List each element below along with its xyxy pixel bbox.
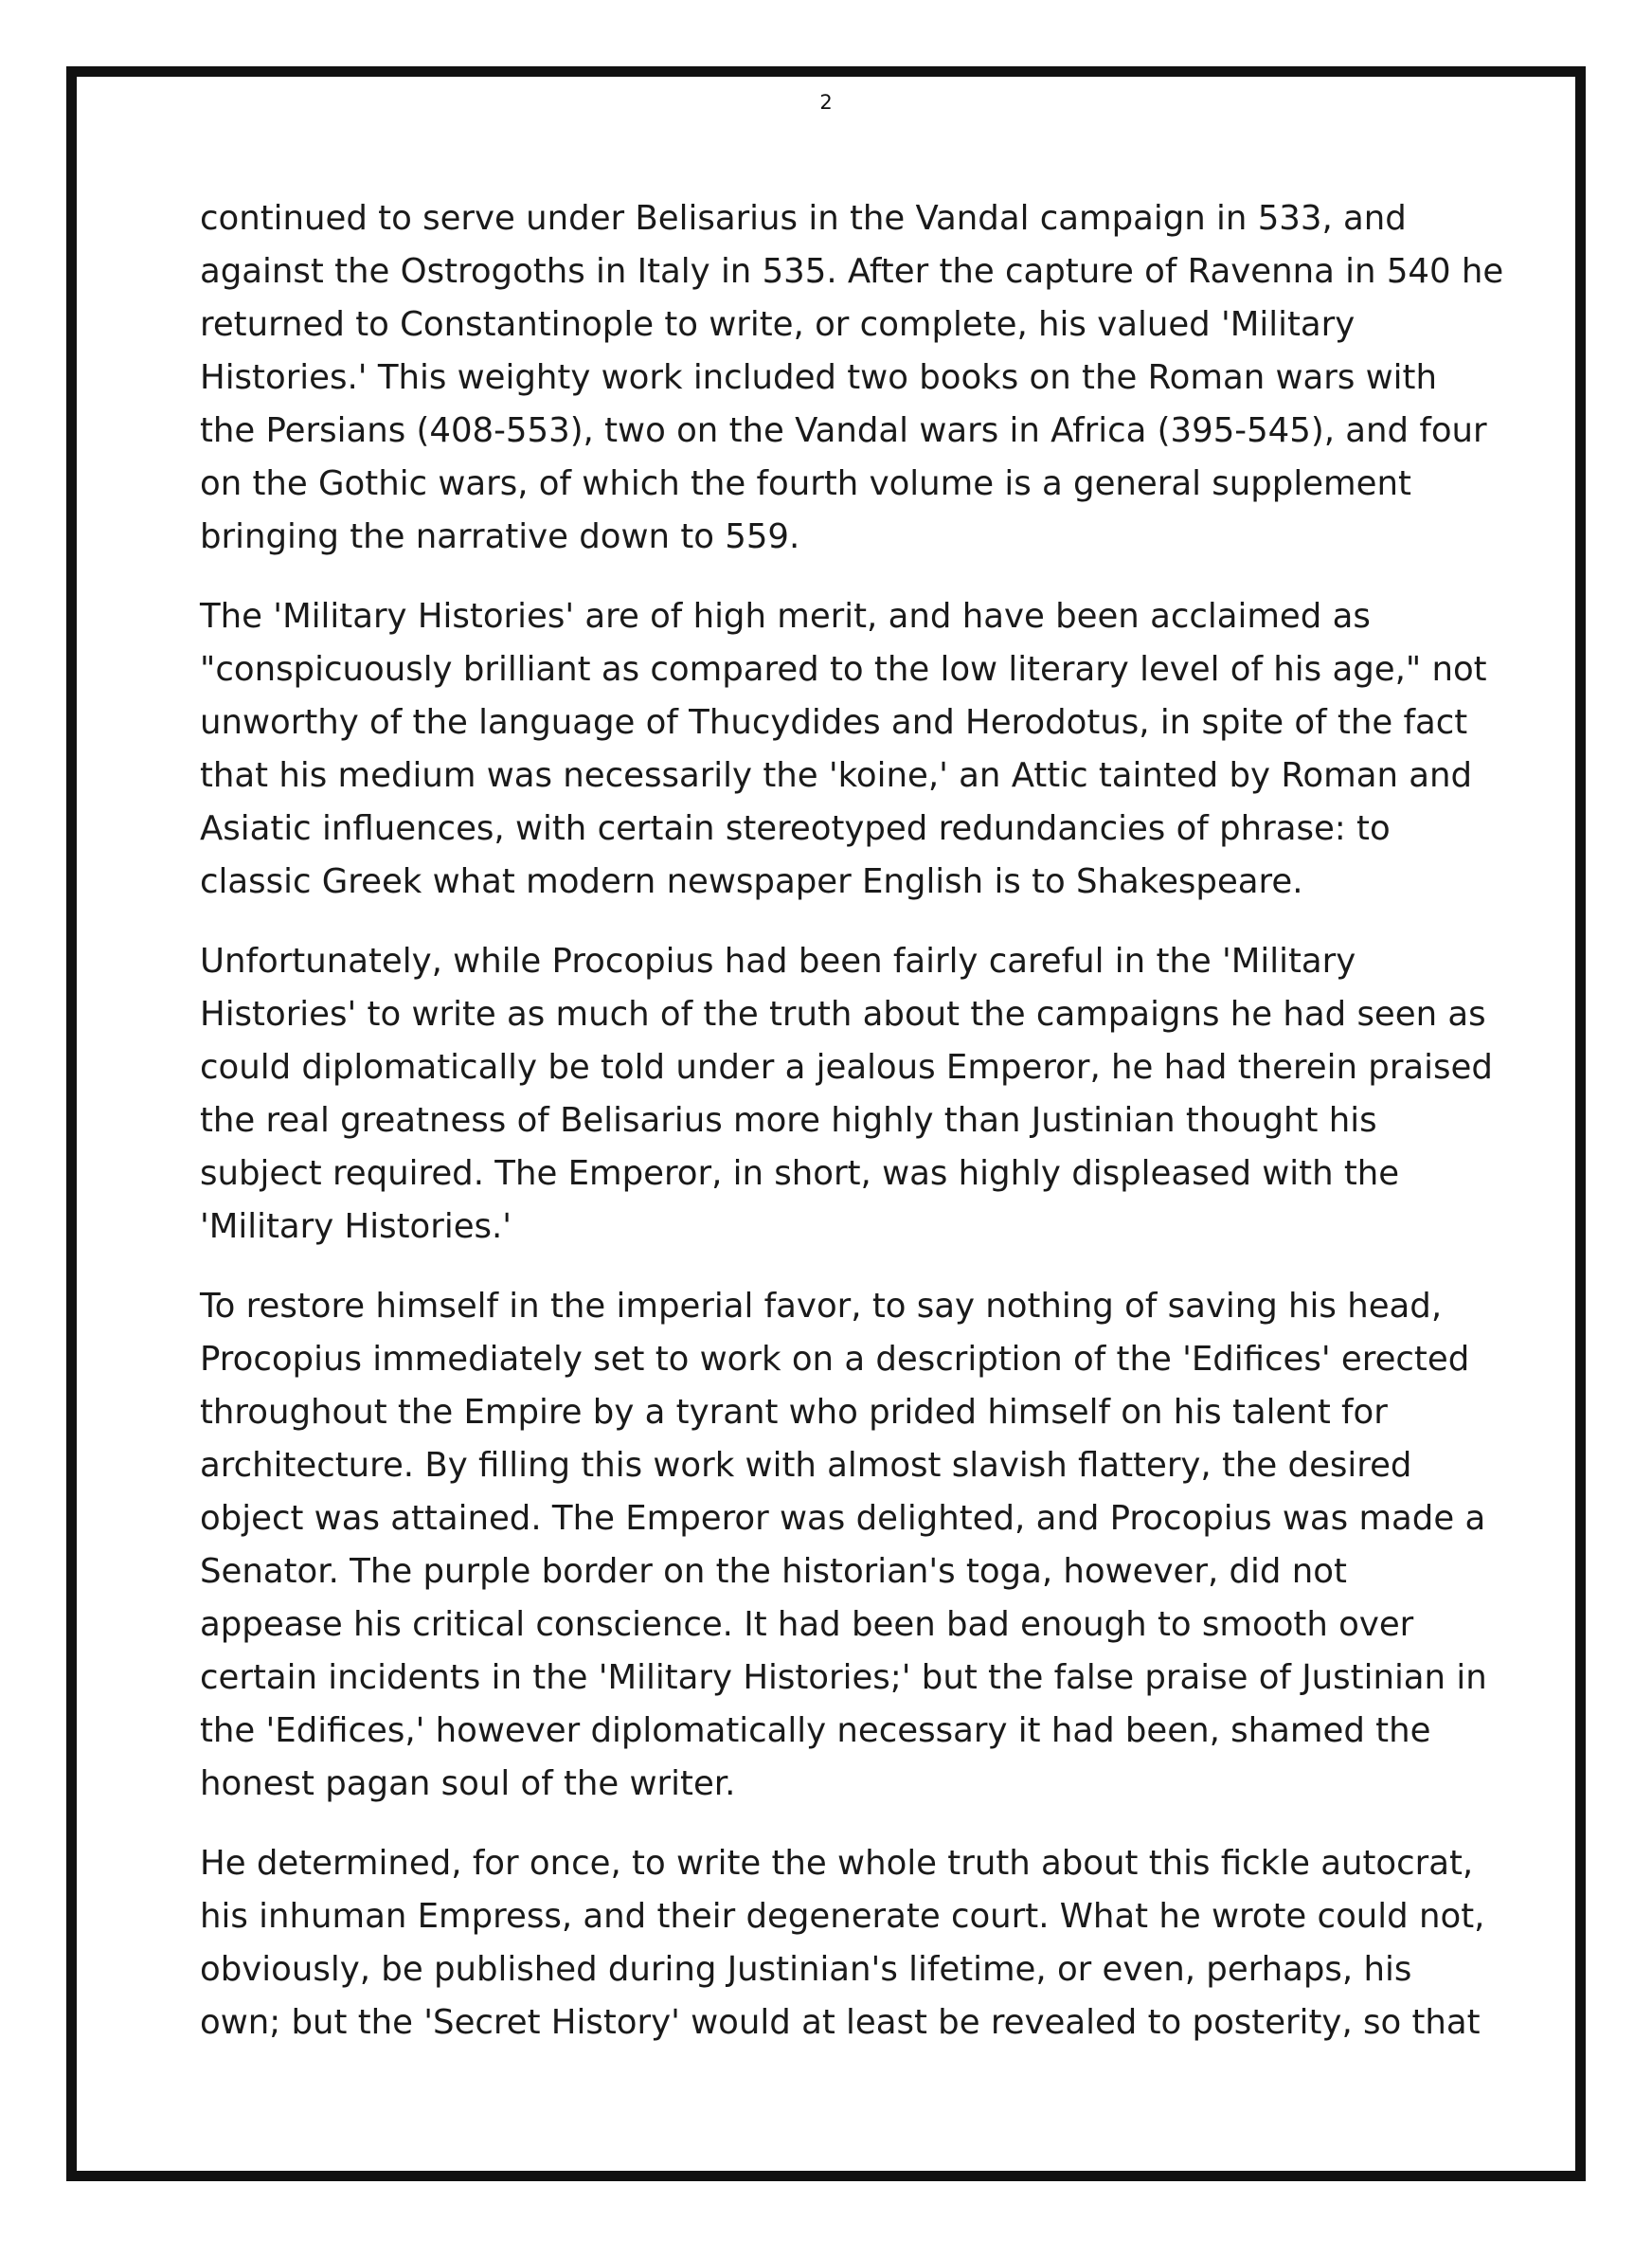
text-line: To restore himself in the imperial favor, to say nothing of saving his head, xyxy=(200,1287,1443,1326)
text-line: his inhuman Empress, and their degenerate court. What he wrote could not, xyxy=(200,1897,1485,1936)
text-line: continued to serve under Belisarius in the Vandal campaign in 533, and xyxy=(200,199,1407,238)
text-line: The 'Military Histories' are of high merit, and have been acclaimed as xyxy=(200,597,1371,636)
text-line: throughout the Empire by a tyrant who prided himself on his talent for xyxy=(200,1393,1388,1432)
text-line: could diplomatically be told under a jealous Emperor, he had therein praised xyxy=(200,1048,1493,1087)
text-line: obviously, be published during Justinian's lifetime, or even, perhaps, his xyxy=(200,1950,1412,1989)
text-line: object was attained. The Emperor was delighted, and Procopius was made a xyxy=(200,1499,1486,1538)
text-line: architecture. By filling this work with almost slavish flattery, the desired xyxy=(200,1446,1412,1485)
text-line: Senator. The purple border on the historian's toga, however, did not xyxy=(200,1552,1347,1591)
paragraph xyxy=(200,590,1487,909)
text-line: Histories' to write as much of the truth about the campaigns he had seen as xyxy=(200,995,1486,1034)
text-line: that his medium was necessarily the 'koine,' an Attic tainted by Roman and xyxy=(200,756,1473,795)
text-line: the 'Edifices,' however diplomatically necessary it had been, shamed the xyxy=(200,1711,1431,1750)
text-line: classic Greek what modern newspaper English is to Shakespeare. xyxy=(200,862,1303,901)
text-line: 'Military Histories.' xyxy=(200,1207,512,1246)
text-line: Unfortunately, while Procopius had been fairly careful in the 'Military xyxy=(200,942,1356,981)
text-line: own; but the 'Secret History' would at least be revealed to posterity, so that xyxy=(200,2003,1481,2042)
text-line: on the Gothic wars, of which the fourth volume is a general supplement xyxy=(200,464,1411,503)
text-line: subject required. The Emperor, in short, was highly displeased with the xyxy=(200,1154,1400,1193)
text-line: "conspicuously brilliant as compared to the low literary level of his age," not xyxy=(200,650,1487,689)
text-line: the Persians (408-553), two on the Vandal wars in Africa (395-545), and four xyxy=(200,411,1487,450)
paragraph xyxy=(200,935,1493,1254)
text-line: Procopius immediately set to work on a description of the 'Edifices' erected xyxy=(200,1340,1470,1379)
text-line: the real greatness of Belisarius more highly than Justinian thought his xyxy=(200,1101,1377,1140)
text-line: He determined, for once, to write the whole truth about this fickle autocrat, xyxy=(200,1844,1474,1883)
text-line: certain incidents in the 'Military Histories;' but the false praise of Justinian in xyxy=(200,1658,1487,1697)
page-number: 2 xyxy=(819,91,833,114)
paragraph xyxy=(200,1280,1487,1811)
text-line: appease his critical conscience. It had been bad enough to smooth over xyxy=(200,1605,1414,1644)
paragraph xyxy=(200,192,1504,564)
text-line: bringing the narrative down to 559. xyxy=(200,517,800,556)
text-line: Asiatic influences, with certain stereotyped redundancies of phrase: to xyxy=(200,809,1391,848)
paragraph xyxy=(200,1837,1485,2049)
text-line: returned to Constantinople to write, or complete, his valued 'Military xyxy=(200,305,1356,344)
body-text xyxy=(200,192,1504,2076)
text-line: unworthy of the language of Thucydides and Herodotus, in spite of the fact xyxy=(200,703,1468,742)
text-line: against the Ostrogoths in Italy in 535. After the capture of Ravenna in 540 he xyxy=(200,252,1504,291)
text-line: Histories.' This weighty work included two books on the Roman wars with xyxy=(200,358,1437,397)
text-line: honest pagan soul of the writer. xyxy=(200,1764,736,1803)
